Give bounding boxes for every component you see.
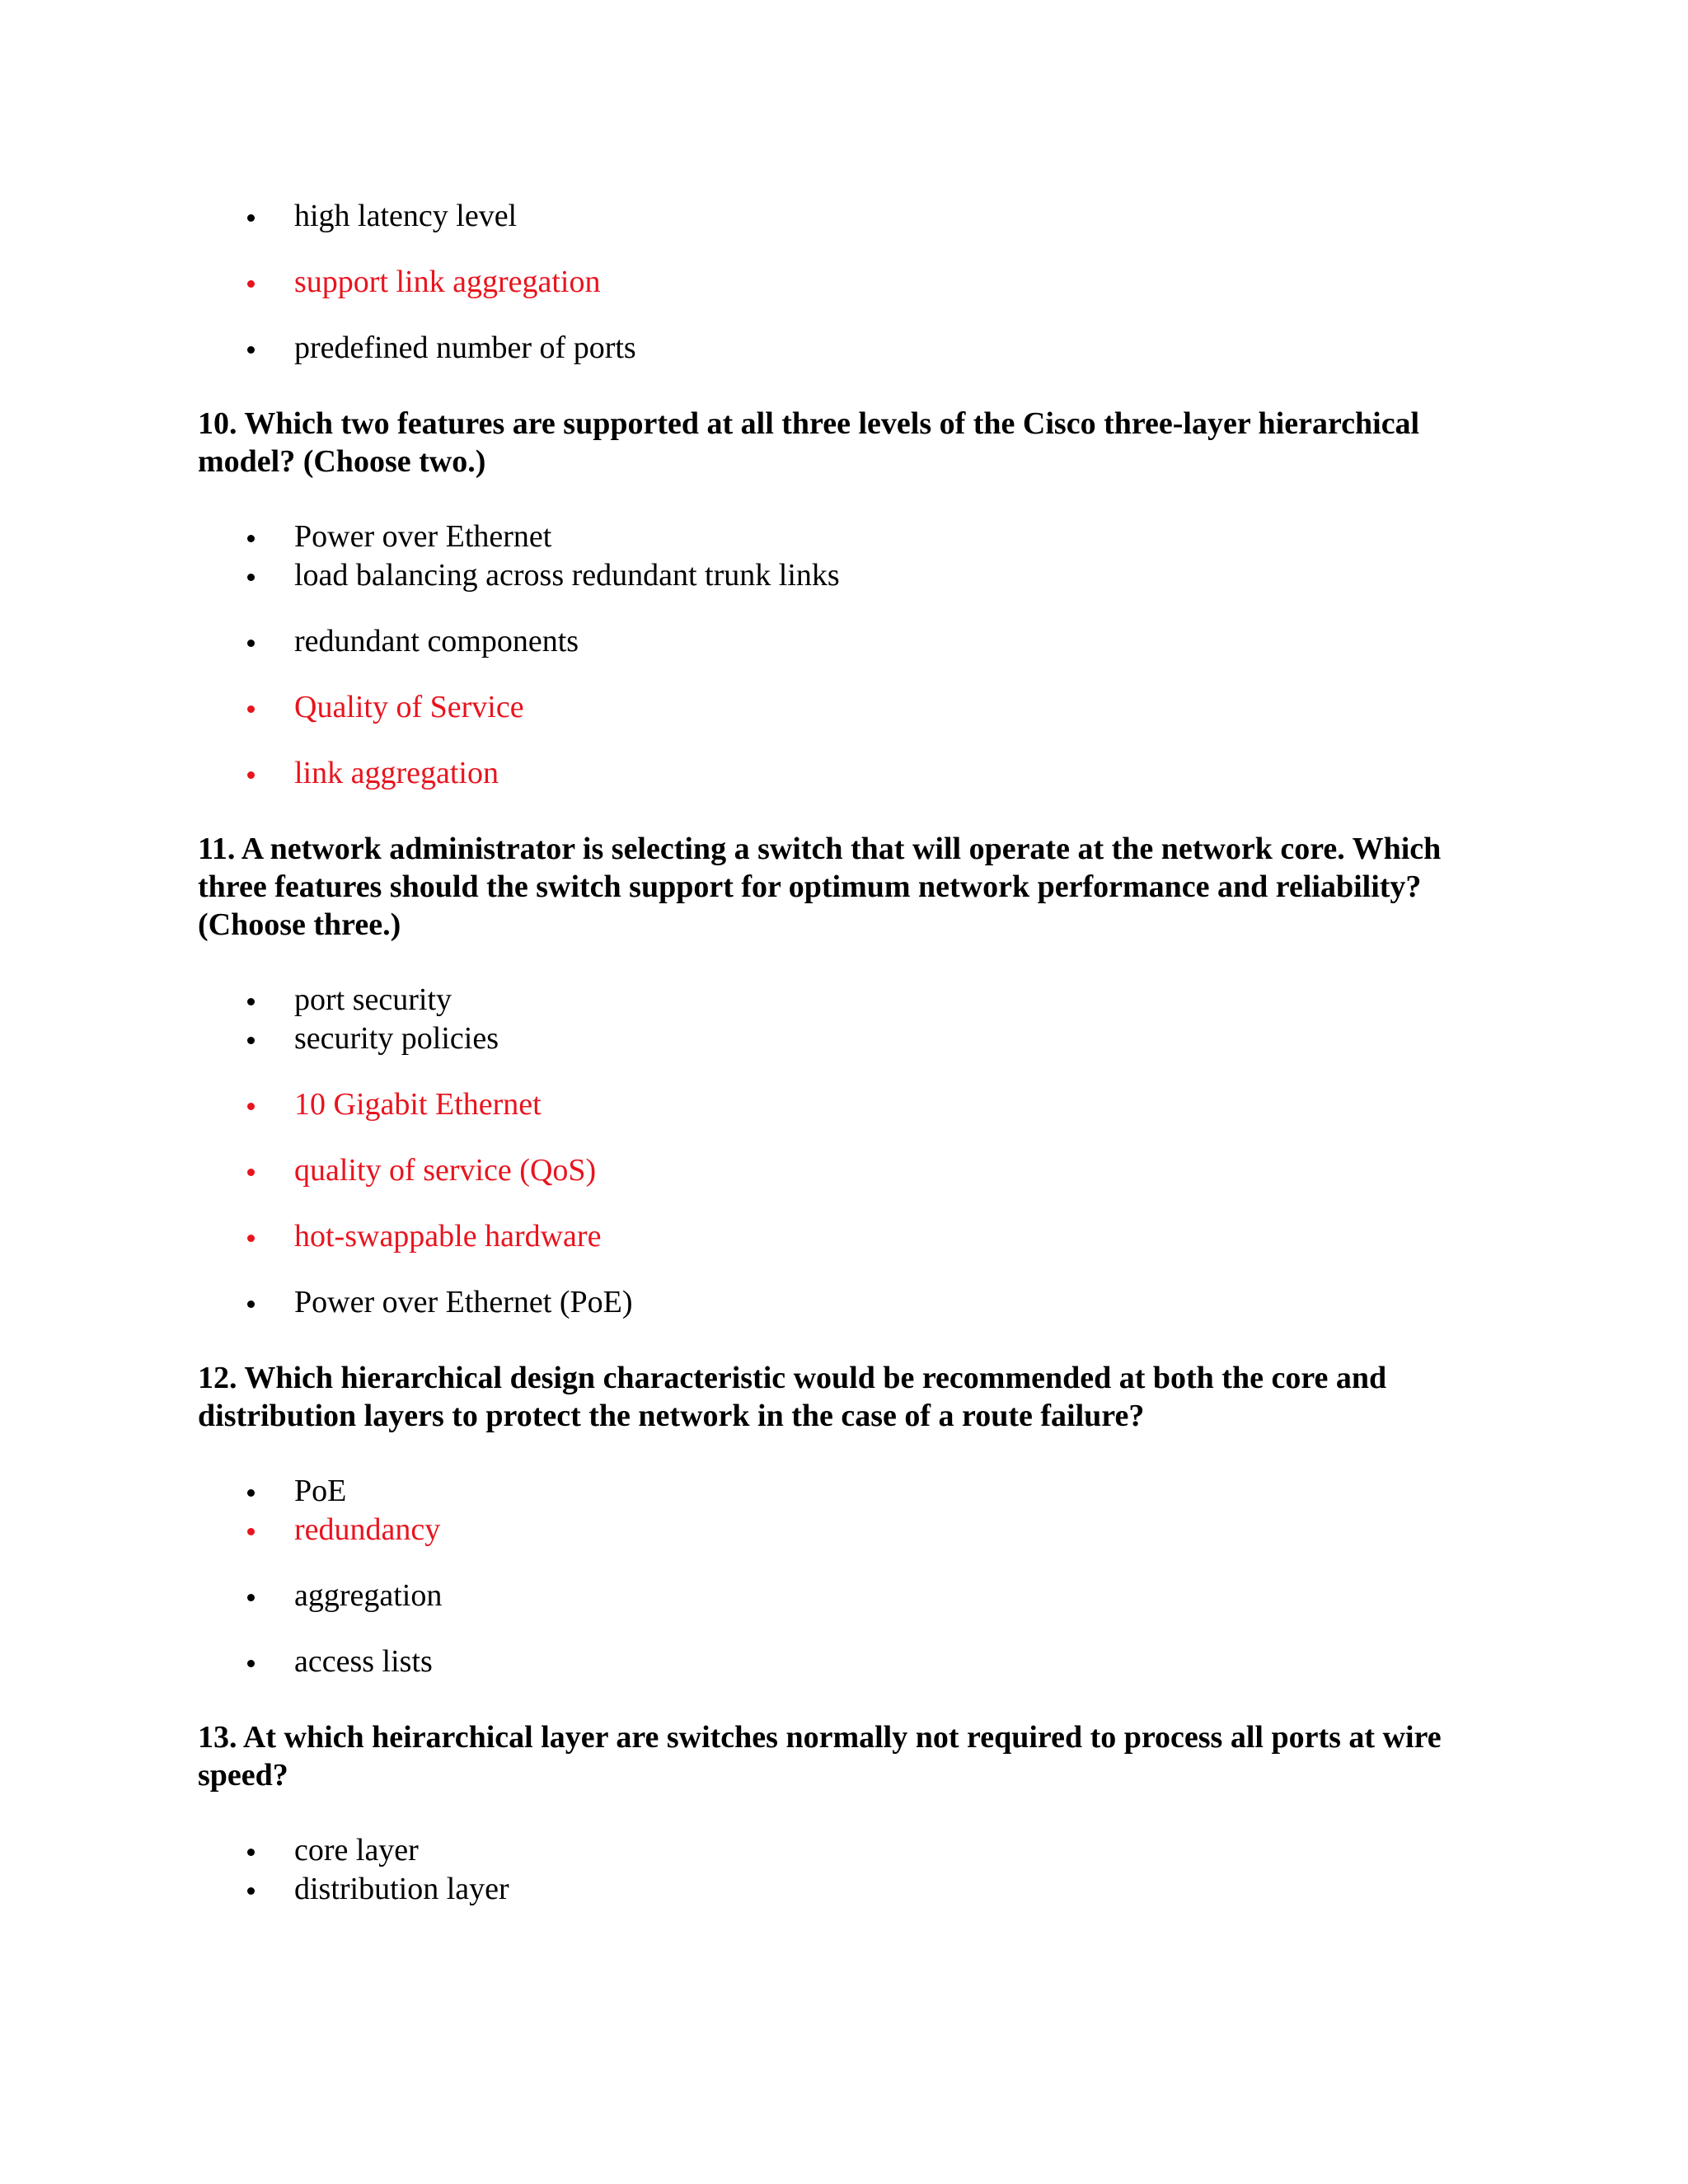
q12-option-2-answer: redundancy: [294, 1512, 441, 1547]
q9-option-1: high latency level: [294, 199, 518, 233]
q13-question: 13. At which heirarchical layer are switches normally not required to process all ports at wire speed?: [198, 1720, 1442, 1793]
q10-option-3: redundant components: [294, 624, 579, 658]
q13-option-1: core layer: [294, 1833, 419, 1868]
q11-option-6: Power over Ethernet (PoE): [294, 1285, 633, 1319]
q10-option-4-answer: Quality of Service: [294, 690, 524, 724]
q12-option-4: access lists: [294, 1644, 433, 1679]
q11-question: 11. A network administrator is selecting a switch that will operate at the network core. Which three features should the switch support for optimum network performance and reliability? (Choose three.): [198, 832, 1442, 942]
q11-option-2: security policies: [294, 1021, 499, 1056]
q12-question: 12. Which hierarchical design characteristic would be recommended at both the core and distribution layers to protect the network in the case of a route failure?: [198, 1361, 1387, 1433]
q11-option-1: port security: [294, 982, 452, 1017]
q12-option-1: PoE: [294, 1474, 347, 1508]
q11-option-3-answer: 10 Gigabit Ethernet: [294, 1087, 542, 1122]
q10-option-1: Power over Ethernet: [294, 519, 552, 554]
q9-option-3: predefined number of ports: [294, 330, 636, 365]
q13-option-2: distribution layer: [294, 1872, 509, 1906]
q10-question: 10. Which two features are supported at all three levels of the Cisco three-layer hierarchical model? (Choose two.): [198, 406, 1420, 479]
q11-option-5-answer: hot-swappable hardware: [294, 1219, 602, 1254]
q12-option-3: aggregation: [294, 1578, 443, 1613]
q11-option-4-answer: quality of service (QoS): [294, 1153, 597, 1188]
q10-option-2: load balancing across redundant trunk links: [294, 558, 840, 593]
q9-option-2-answer: support link aggregation: [294, 265, 601, 299]
q10-option-5-answer: link aggregation: [294, 756, 499, 790]
